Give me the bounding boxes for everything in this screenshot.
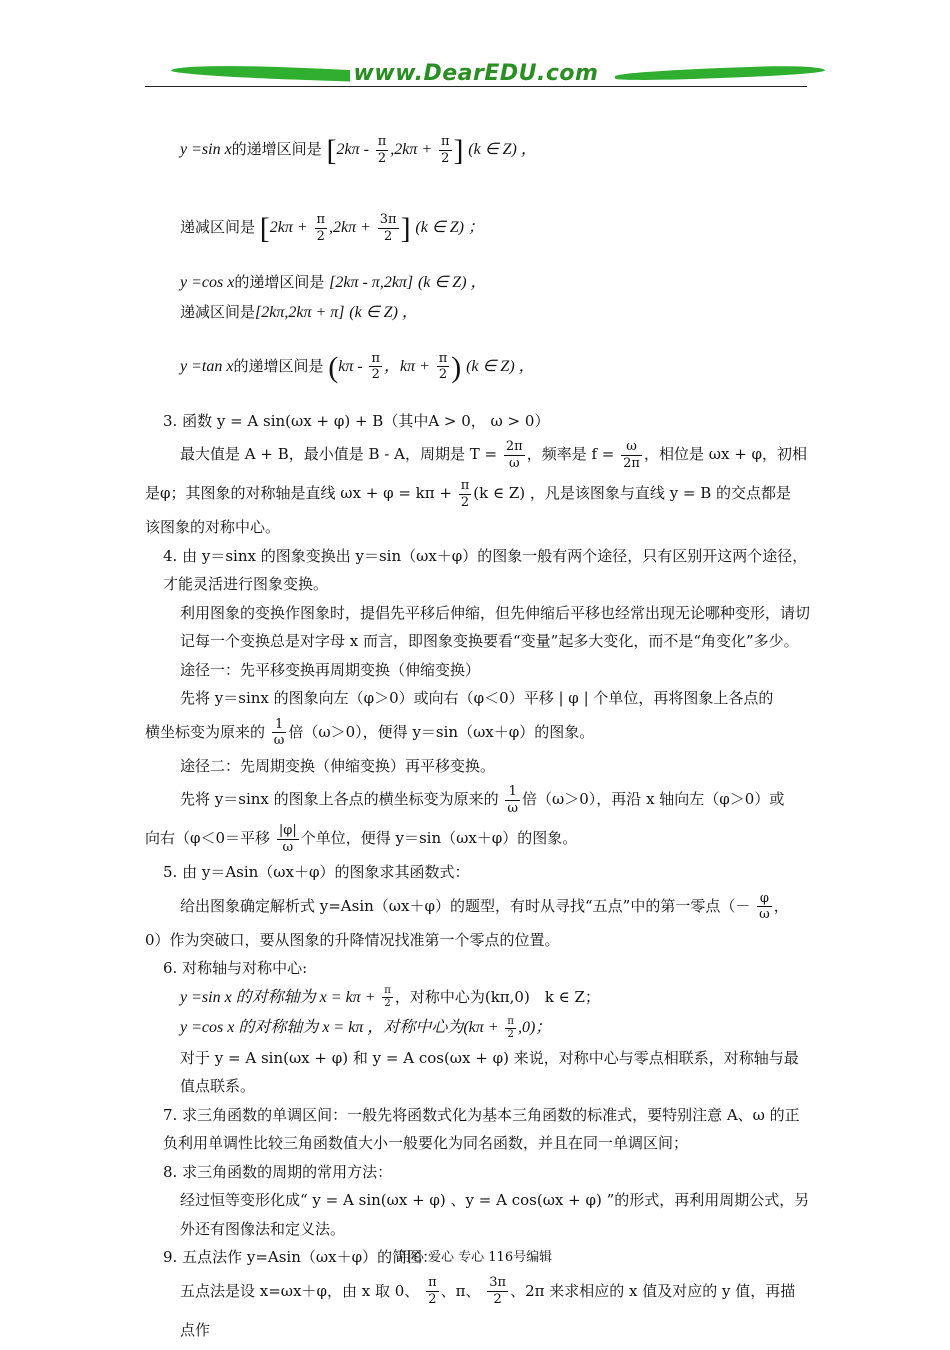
page-footer: 用心 爱心 专心 116号编辑: [397, 1250, 553, 1265]
route-one-result: 横坐标变为原来的 $\frac{1}{\omega}$ 倍（ω＞0），便得 y＝sin（ωx＋φ）的图象。: [145, 716, 595, 749]
item-3-heading: 3. 函数 y = A sin(ωx + φ) + B（其中A > 0， ω > 0）: [163, 411, 550, 430]
header-rule: [145, 86, 807, 87]
item-3-center: 该图象的对称中心。: [145, 518, 281, 537]
route-two-title: 途径二：先周期变换（伸缩变换）再平移变换。: [180, 756, 496, 775]
route-one-step: 先将 y＝sinx 的图象向左（φ＞0）或向右（φ＜0）平移 | φ | 个单位，再将图象上各点的: [180, 689, 774, 708]
route-one-title: 途径一：先平移变换再周期变换（伸缩变换）: [180, 660, 481, 679]
site-logo: www.DearEDU.com: [145, 61, 807, 86]
item-4-heading: 4. 由 y＝sinx 的图象变换出 y＝sin（ωx＋φ）的图象一般有两个途径，只有区别开这两个途径，才能灵活进行图象变换。: [163, 546, 808, 594]
tan-increasing-line: y =tan x的递增区间是 (kπ - $\frac{\pi}{2}$ ，kπ + $\frac{\pi}{2}$ ) (k ∈ Z) ，: [180, 350, 535, 384]
cos-increasing-line: y =cos x的递增区间是 [2kπ - π,2kπ] (k ∈ Z) ，: [180, 273, 487, 291]
document-body: [145, 112, 810, 1350]
item-8-heading: 8. 求三角函数的周期的常用方法：: [163, 1162, 393, 1181]
item-5-heading: 5. 由 y＝Asin（ωx＋φ）的图象求其函数式：: [163, 863, 470, 882]
item-7: 7. 求三角函数的单调区间：一般先将函数式化为基本三角函数的标准式，要特别注意 A、ω 的正负利用单调性比较三角函数值大小一般要化为同名函数，并且在同一单调区间；: [163, 1105, 800, 1153]
route-two-result: 向右（φ＜0＝平移 $\frac{|\varphi|}{\omega}$ 个单位，便得 y＝sin（ωx＋φ）的图象。: [145, 823, 578, 855]
item-3-symmetry: 是φ；其图象的对称轴是直线 ωx + φ = kπ + $\frac{\pi}{2}$ (k ∈ Z) ，凡是该图象与直线 y = B 的交点都是: [145, 478, 792, 510]
cos-decreasing-line: 递减区间是[2kπ,2kπ + π] (k ∈ Z) ，: [180, 303, 418, 322]
cos-symmetry: y =cos x 的对称轴为 x = kπ ，对称中心为(kπ + $\frac{\pi}{2}$ ,0)；: [180, 1015, 552, 1040]
item-8-text: 经过恒等变形化成“ y = A sin(ωx + φ) 、y = A cos(ωx + φ) ”的形式，再利用周期公式，另外还有图像法和定义法。: [180, 1191, 810, 1238]
sin-symmetry: y =sin x 的对称轴为 x = kπ + $\frac{\pi}{2}$ ，对称中心为(kπ,0) k ∈ Z；: [180, 985, 600, 1010]
item-9-text: 五点法是设 x=ωx＋φ，由 x 取 0、 $\frac{\pi}{2}$ 、π、 $\frac{3\pi}{2}$ 、2π 来求相应的 x 值及对应的 y 值，再描点作: [180, 1275, 796, 1339]
sin-increasing-line: y =sin x的递增区间是 [2kπ - $\frac{\pi}{2}$ ,2kπ + $\frac{\pi}{2}$ ] (k ∈ Z) ，: [180, 133, 537, 167]
item-3-properties: 最大值是 A + B，最小值是 B - A，周期是 T = $\frac{2\pi}{\omega}$ ，频率是 f = $\frac{\omega}{2\pi}$ ，相位是 ωx + φ，初相: [180, 439, 808, 471]
route-two-step: 先将 y＝sinx 的图象上各点的横坐标变为原来的 $\frac{1}{\omega}$ 倍（ω＞0），再沿 x 轴向左（φ＞0）或: [180, 784, 785, 816]
item-6-heading: 6. 对称轴与对称中心:: [163, 959, 308, 978]
item-5-text: 给出图象确定解析式 y=Asin（ωx＋φ）的题型，有时从寻找“五点”中的第一零点（－ $\frac{\varphi}{\omega}$ ，: [180, 890, 789, 923]
item-5-text-cont: 0）作为突破口，要从图象的升降情况找准第一个零点的位置。: [145, 930, 560, 949]
sin-decreasing-line: 递减区间是 [2kπ + $\frac{\pi}{2}$ ,2kπ + $\frac{3\pi}{2}$ ] (k ∈ Z) ；: [180, 211, 484, 245]
item-9-heading: 9. 五点法作 y=Asin（ωx＋φ）的简图：: [163, 1248, 438, 1267]
item-6-note: 对于 y = A sin(ωx + φ) 和 y = A cos(ωx + φ) 来说，对称中心与零点相联系，对称轴与最值点联系。: [180, 1048, 799, 1096]
item-4-note: 利用图象的变换作图象时，提倡先平移后伸缩，但先伸缩后平移也经常出现无论哪种变形，请切记每一个变换总是对字母 x 而言，即图象变换要看“变量”起多大变化，而不是“角变化”多少。: [180, 603, 811, 651]
page-header: [145, 60, 807, 90]
